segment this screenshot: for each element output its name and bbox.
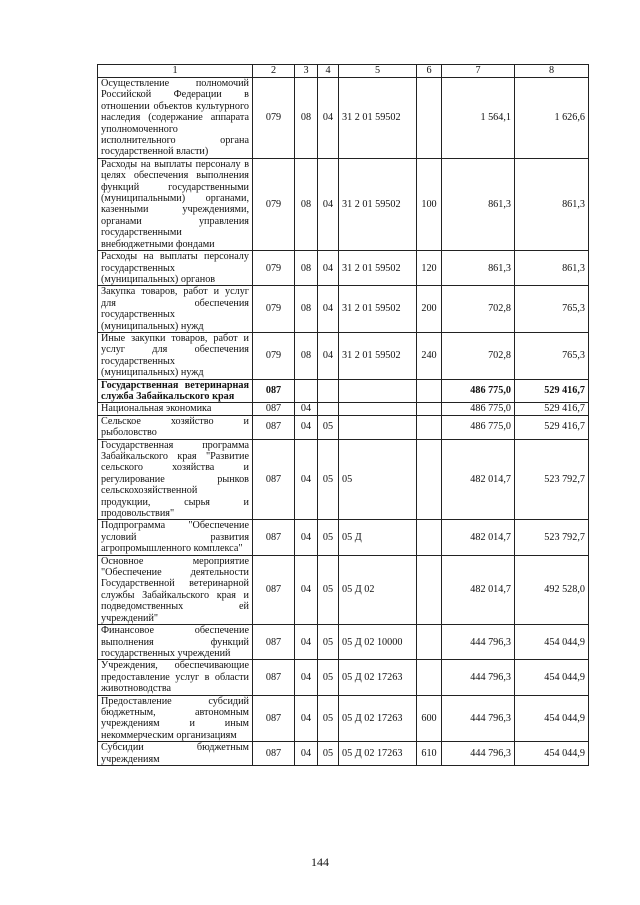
expense-type-cell: [417, 78, 442, 159]
expense-type-cell: [417, 439, 442, 520]
amount-year1-cell: 861,3: [442, 251, 515, 286]
amount-year2-cell: 523 792,7: [515, 520, 589, 555]
expense-type-cell: 120: [417, 251, 442, 286]
row-name-cell: Расходы на выплаты персоналу государственных (муниципальных) органов: [98, 251, 253, 286]
amount-year1-cell: 482 014,7: [442, 520, 515, 555]
subsection-code-cell: 04: [318, 286, 339, 333]
table-row: [98, 695, 589, 742]
amount-year2-cell: 523 792,7: [515, 439, 589, 520]
admin-code-cell: 087: [253, 742, 295, 766]
amount-year2-cell: 765,3: [515, 332, 589, 379]
target-article-cell: 05 Д 02: [339, 555, 417, 624]
section-code-cell: 04: [295, 439, 318, 520]
table-row: [98, 332, 589, 379]
admin-code-cell: 087: [253, 520, 295, 555]
target-article-cell: 05: [339, 439, 417, 520]
table-row: [98, 403, 589, 415]
amount-year2-cell: 861,3: [515, 251, 589, 286]
amount-year1-cell: 444 796,3: [442, 695, 515, 742]
expense-type-cell: [417, 415, 442, 439]
amount-year1-cell: 482 014,7: [442, 439, 515, 520]
header-cell: 8: [515, 65, 589, 78]
target-article-cell: 31 2 01 59502: [339, 332, 417, 379]
subsection-code-cell: 05: [318, 625, 339, 660]
row-name-cell: Субсидии бюджетным учреждениям: [98, 742, 253, 766]
expense-type-cell: [417, 660, 442, 695]
target-article-cell: [339, 379, 417, 403]
section-code-cell: 04: [295, 695, 318, 742]
amount-year1-cell: 444 796,3: [442, 625, 515, 660]
table-row: [98, 439, 589, 520]
admin-code-cell: 087: [253, 379, 295, 403]
table-row: [98, 415, 589, 439]
expense-type-cell: [417, 555, 442, 624]
target-article-cell: [339, 403, 417, 415]
header-cell: 5: [339, 65, 417, 78]
section-code-cell: 08: [295, 332, 318, 379]
expense-type-cell: [417, 520, 442, 555]
amount-year1-cell: 482 014,7: [442, 555, 515, 624]
table-row: [98, 625, 589, 660]
amount-year2-cell: 529 416,7: [515, 403, 589, 415]
expense-type-cell: [417, 625, 442, 660]
admin-code-cell: 087: [253, 415, 295, 439]
admin-code-cell: 079: [253, 286, 295, 333]
subsection-code-cell: [318, 403, 339, 415]
expense-type-cell: 600: [417, 695, 442, 742]
target-article-cell: 05 Д 02 17263: [339, 742, 417, 766]
row-name-cell: Осуществление полномочий Российской Федерации в отношении объектов культурного наследия (содержание аппарата уполномоченного исполнительного органа государственной власти): [98, 78, 253, 159]
row-name-cell: Иные закупки товаров, работ и услуг для обеспечения государственных (муниципальных) нужд: [98, 332, 253, 379]
budget-table: [97, 64, 589, 766]
admin-code-cell: 079: [253, 332, 295, 379]
admin-code-cell: 087: [253, 439, 295, 520]
row-name-cell: Расходы на выплаты персоналу в целях обеспечения выполнения функций государственными (муниципальными) органами, казенными учреждениями, органами управления государственными внебюджетными фондами: [98, 158, 253, 250]
table-row: [98, 286, 589, 333]
table-row: [98, 742, 589, 766]
target-article-cell: [339, 415, 417, 439]
admin-code-cell: 087: [253, 660, 295, 695]
table-row: [98, 660, 589, 695]
amount-year2-cell: 861,3: [515, 158, 589, 250]
section-code-cell: 04: [295, 742, 318, 766]
amount-year1-cell: 486 775,0: [442, 415, 515, 439]
table-row: [98, 379, 589, 403]
section-code-cell: 04: [295, 403, 318, 415]
admin-code-cell: 087: [253, 403, 295, 415]
target-article-cell: 31 2 01 59502: [339, 78, 417, 159]
section-code-cell: 08: [295, 286, 318, 333]
header-cell: 4: [318, 65, 339, 78]
row-name-cell: Подпрограмма "Обеспечение условий развития агропромышленного комплекса": [98, 520, 253, 555]
section-code-cell: [295, 379, 318, 403]
header-row: [98, 65, 589, 78]
subsection-code-cell: 05: [318, 660, 339, 695]
amount-year2-cell: 765,3: [515, 286, 589, 333]
amount-year1-cell: 702,8: [442, 332, 515, 379]
amount-year2-cell: 454 044,9: [515, 660, 589, 695]
amount-year1-cell: 486 775,0: [442, 403, 515, 415]
row-name-cell: Учреждения, обеспечивающие предоставление услуг в области животноводства: [98, 660, 253, 695]
amount-year2-cell: 454 044,9: [515, 625, 589, 660]
subsection-code-cell: 05: [318, 555, 339, 624]
table-row: [98, 78, 589, 159]
subsection-code-cell: 05: [318, 415, 339, 439]
admin-code-cell: 087: [253, 625, 295, 660]
target-article-cell: 31 2 01 59502: [339, 251, 417, 286]
amount-year2-cell: 492 528,0: [515, 555, 589, 624]
subsection-code-cell: 04: [318, 332, 339, 379]
target-article-cell: 31 2 01 59502: [339, 286, 417, 333]
amount-year2-cell: 1 626,6: [515, 78, 589, 159]
subsection-code-cell: 04: [318, 251, 339, 286]
amount-year2-cell: 529 416,7: [515, 379, 589, 403]
amount-year1-cell: 486 775,0: [442, 379, 515, 403]
amount-year1-cell: 444 796,3: [442, 660, 515, 695]
section-code-cell: 08: [295, 158, 318, 250]
admin-code-cell: 079: [253, 251, 295, 286]
amount-year2-cell: 454 044,9: [515, 742, 589, 766]
subsection-code-cell: 05: [318, 439, 339, 520]
header-cell: 2: [253, 65, 295, 78]
expense-type-cell: 100: [417, 158, 442, 250]
row-name-cell: Национальная экономика: [98, 403, 253, 415]
amount-year1-cell: 861,3: [442, 158, 515, 250]
row-name-cell: Финансовое обеспечение выполнения функций государственных учреждений: [98, 625, 253, 660]
expense-type-cell: 200: [417, 286, 442, 333]
target-article-cell: 05 Д 02 17263: [339, 695, 417, 742]
expense-type-cell: 610: [417, 742, 442, 766]
header-cell: 7: [442, 65, 515, 78]
row-name-cell: Государственная программа Забайкальского края "Развитие сельского хозяйства и регулирование рынков сельскохозяйственной продукции, сырья и продовольствия": [98, 439, 253, 520]
row-name-cell: Закупка товаров, работ и услуг для обеспечения государственных (муниципальных) нужд: [98, 286, 253, 333]
table-row: [98, 158, 589, 250]
header-cell: 3: [295, 65, 318, 78]
section-code-cell: 04: [295, 660, 318, 695]
amount-year2-cell: 454 044,9: [515, 695, 589, 742]
section-code-cell: 04: [295, 415, 318, 439]
section-code-cell: 04: [295, 625, 318, 660]
amount-year1-cell: 1 564,1: [442, 78, 515, 159]
row-name-cell: Предоставление субсидий бюджетным, автономным учреждениям и иным некоммерческим организациям: [98, 695, 253, 742]
admin-code-cell: 079: [253, 78, 295, 159]
table-row: [98, 251, 589, 286]
subsection-code-cell: 05: [318, 695, 339, 742]
table-row: [98, 555, 589, 624]
table-row: [98, 520, 589, 555]
amount-year1-cell: 444 796,3: [442, 742, 515, 766]
subsection-code-cell: 05: [318, 742, 339, 766]
row-name-cell: Основное мероприятие "Обеспечение деятельности Государственной ветеринарной службы Забайкальского края и подведомственных ей учреждений": [98, 555, 253, 624]
expense-type-cell: [417, 403, 442, 415]
page-number: 144: [311, 855, 329, 869]
subsection-code-cell: 04: [318, 78, 339, 159]
section-code-cell: 04: [295, 555, 318, 624]
section-code-cell: 08: [295, 251, 318, 286]
admin-code-cell: 087: [253, 555, 295, 624]
header-cell: 6: [417, 65, 442, 78]
expense-type-cell: [417, 379, 442, 403]
target-article-cell: 05 Д: [339, 520, 417, 555]
target-article-cell: 05 Д 02 10000: [339, 625, 417, 660]
section-code-cell: 08: [295, 78, 318, 159]
subsection-code-cell: 05: [318, 520, 339, 555]
subsection-code-cell: [318, 379, 339, 403]
section-code-cell: 04: [295, 520, 318, 555]
subsection-code-cell: 04: [318, 158, 339, 250]
amount-year2-cell: 529 416,7: [515, 415, 589, 439]
target-article-cell: 31 2 01 59502: [339, 158, 417, 250]
amount-year1-cell: 702,8: [442, 286, 515, 333]
admin-code-cell: 079: [253, 158, 295, 250]
expense-type-cell: 240: [417, 332, 442, 379]
target-article-cell: 05 Д 02 17263: [339, 660, 417, 695]
row-name-cell: Сельское хозяйство и рыболовство: [98, 415, 253, 439]
admin-code-cell: 087: [253, 695, 295, 742]
header-cell: 1: [98, 65, 253, 78]
row-name-cell: Государственная ветеринарная служба Забайкальского края: [98, 379, 253, 403]
